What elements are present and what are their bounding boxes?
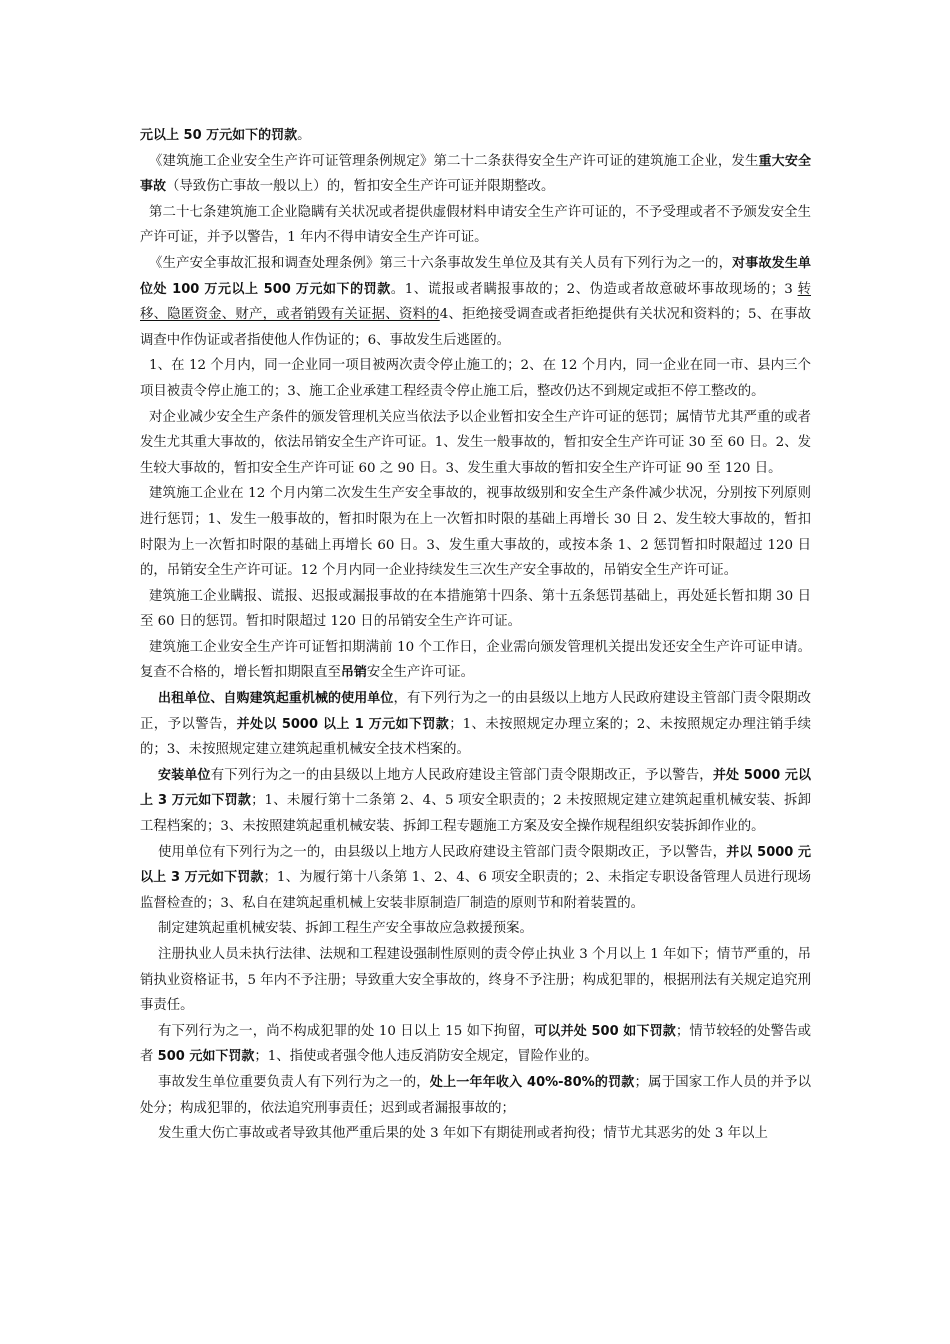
body-text: 注册执业人员未执行法律、法规和工程建设强制性原则的责令停止执业 3 个月以上 1 年如下；情节严重的，吊销执业资格证书，5 年内不予注册；导致重大安全事故的，终身不予注册；构成犯罪的，根据刑法有关规定追究刑事责任。 — [140, 947, 811, 1014]
body-text: 第二十七条建筑施工企业隐瞒有关状况或者提供虚假材料申请安全生产许可证的，不予受理或者不予颁发安全生产许可证，并予以警告，1 年内不得申请安全生产许可证。 — [140, 204, 811, 246]
body-text: ；1、未履行第十二条第 2、4、5 项安全职责的；2 未按照规定建立建筑起重机械安装、拆卸工程档案的；3、未按照建筑起重机械安装、拆卸工程专题施工方案及安全操作规程组织安装拆卸作业的。 — [140, 793, 811, 835]
bold-text: 吊销 — [340, 665, 367, 681]
bold-text: 可以并处 500 如下罚款 — [534, 1023, 676, 1039]
body-text: 安全生产许可证。 — [366, 665, 474, 681]
bold-text: 重大安全事故 — [140, 153, 811, 195]
bold-text: 对事故发生单位处 100 万元以上 500 万元如下的罚款 — [140, 255, 811, 297]
paragraph-10 — [140, 686, 811, 763]
paragraph-15 — [140, 1019, 811, 1070]
body-text: 1、在 12 个月内，同一企业同一项目被两次责令停止施工的；2、在 12 个月内，同一企业在同一市、县内三个项目被责令停止施工的；3、施工企业承建工程经责令停止施工后，整改仍达不到规定或拒不停工整改的。 — [140, 358, 811, 399]
body-text: 使用单位有下列行为之一的，由县级以上地方人民政府建设主管部门责令限期改正，予以警告， — [158, 844, 727, 860]
body-text: ；属于国家工作人员的并予以处分；构成犯罪的，依法追究刑事责任；迟到或者漏报事故的； — [140, 1074, 812, 1116]
body-text: 建筑施工企业瞒报、谎报、迟报或漏报事故的在本措施第十四条、第十五条惩罚基础上，再处延长暂扣期 30 日至 60 日的惩罚。暂扣时限超过 120 日的吊销安全生产许可证。 — [140, 588, 811, 630]
underlined-text: 转移、隐匿资金、财产，或者销毁有关证据、资料的 — [140, 281, 811, 323]
body-text: 。 — [297, 128, 311, 143]
paragraph-14 — [140, 942, 811, 1019]
body-text: 制定建筑起重机械安装、拆卸工程生产安全事故应急救援预案。 — [158, 921, 533, 937]
body-text: 《生产安全事故汇报和调查处理条例》第三十六条事故发生单位及其有关人员有下列行为之一的， — [149, 255, 733, 271]
bold-text: 元以上 50 万元如下的罚款 — [140, 128, 298, 143]
body-text: 事故发生单位重要负责人有下列行为之一的， — [158, 1074, 430, 1090]
paragraph-2 — [140, 149, 811, 200]
bold-text: 处上一年年收入 40%-80%的罚款 — [429, 1074, 635, 1090]
paragraph-4 — [140, 251, 811, 353]
body-text: 对企业减少安全生产条件的颁发管理机关应当依法予以企业暂扣安全生产许可证的惩罚；属情节尤其严重的或者发生尤其重大事故的，依法吊销安全生产许可证。1、发生一般事故的，暂扣安全生产许可证 30 至 60 日。2、发生较大事故的，暂扣安全生产许可证 60 之 90 日。3、发生重大事故的暂扣安全生产许可证 90 至 120 日。 — [140, 409, 811, 476]
document-page — [140, 123, 811, 1147]
bold-text: 并处以 5000 以上 1 万元如下罚款 — [236, 716, 450, 732]
paragraph-17 — [140, 1121, 811, 1147]
body-text: ；1、未按照规定办理立案的；2、未按照规定办理注销手续的；3、未按照规定建立建筑起重机械安全技术档案的。 — [140, 716, 811, 758]
paragraph-16 — [140, 1070, 811, 1121]
body-text: 。1、谎报或者瞒报事故的；2、伪造或者故意破坏事故现场的；3 — [390, 281, 798, 297]
body-text: 建筑施工企业在 12 个月内第二次发生生产安全事故的，视事故级别和安全生产条件减少状况，分别按下列原则进行惩罚；1、发生一般事故的，暂扣时限为在上一次暂扣时限的基础上再增长 30 日 2、发生较大事故的，暂扣时限为上一次暂扣时限的基础上再增长 60 日。3、发生重大事故的，或按本条 1、2 惩罚暂扣时限超过 120 日的，吊销安全生产许可证。12 个月内同一企业持续发生三次生产安全事故的，吊销安全生产许可证。 — [140, 486, 811, 579]
paragraph-9 — [140, 635, 811, 686]
body-text: （导致伤亡事故一般以上）的，暂扣安全生产许可证并限期整改。 — [166, 179, 555, 195]
paragraph-11 — [140, 763, 811, 840]
bold-text: 并处 5000 元以上 3 万元如下罚款 — [140, 767, 811, 809]
body-text: 有下列行为之一，尚不构成犯罪的处 10 日以上 15 如下拘留， — [158, 1023, 535, 1039]
body-text: 4、拒绝接受调查或者拒绝提供有关状况和资料的；5、在事故调查中作伪证或者指使他人作伪证的；6、事故发生后逃匿的。 — [140, 307, 811, 348]
paragraph-6 — [140, 405, 811, 482]
bold-text: 出租单位、自购建筑起重机械的使用单位 — [158, 691, 394, 707]
body-text: ；1、为履行第十八条第 1、2、4、6 项安全职责的；2、未指定专职设备管理人员进行现场监督检查的；3、私自在建筑起重机械上安装非原制造厂制造的原则节和附着装置的。 — [140, 870, 811, 911]
body-text: ；情节较轻的处警告或者 — [140, 1023, 811, 1065]
paragraph-1 — [140, 123, 811, 149]
body-text: ；1、指使或者强令他人违反消防安全规定，冒险作业的。 — [254, 1049, 598, 1065]
paragraph-8 — [140, 584, 811, 635]
bold-text: 并以 5000 元以上 3 万元如下罚款 — [140, 844, 812, 886]
paragraph-5 — [140, 353, 811, 404]
body-text: 《建筑施工企业安全生产许可证管理条例规定》第二十二条获得安全生产许可证的建筑施工企业，发生 — [149, 153, 759, 169]
paragraph-7 — [140, 481, 811, 583]
body-text: 建筑施工企业安全生产许可证暂扣期满前 10 个工作日，企业需向颁发管理机关提出发还安全生产许可证申请。复查不合格的，增长暂扣期限直至 — [140, 639, 811, 681]
body-text: 发生重大伤亡事故或者导致其他严重后果的处 3 年如下有期徒刑或者拘役；情节尤其恶劣的处 3 年以上 — [158, 1126, 768, 1142]
paragraph-13 — [140, 916, 811, 942]
bold-text: 500 元如下罚款 — [157, 1049, 255, 1065]
body-text: ，有下列行为之一的由县级以上地方人民政府建设主管部门责令限期改正，予以警告， — [140, 691, 811, 732]
paragraph-12 — [140, 840, 811, 917]
paragraph-3 — [140, 200, 811, 251]
body-text: 有下列行为之一的由县级以上地方人民政府建设主管部门责令限期改正，予以警告， — [210, 767, 713, 783]
bold-text: 安装单位 — [158, 767, 211, 783]
